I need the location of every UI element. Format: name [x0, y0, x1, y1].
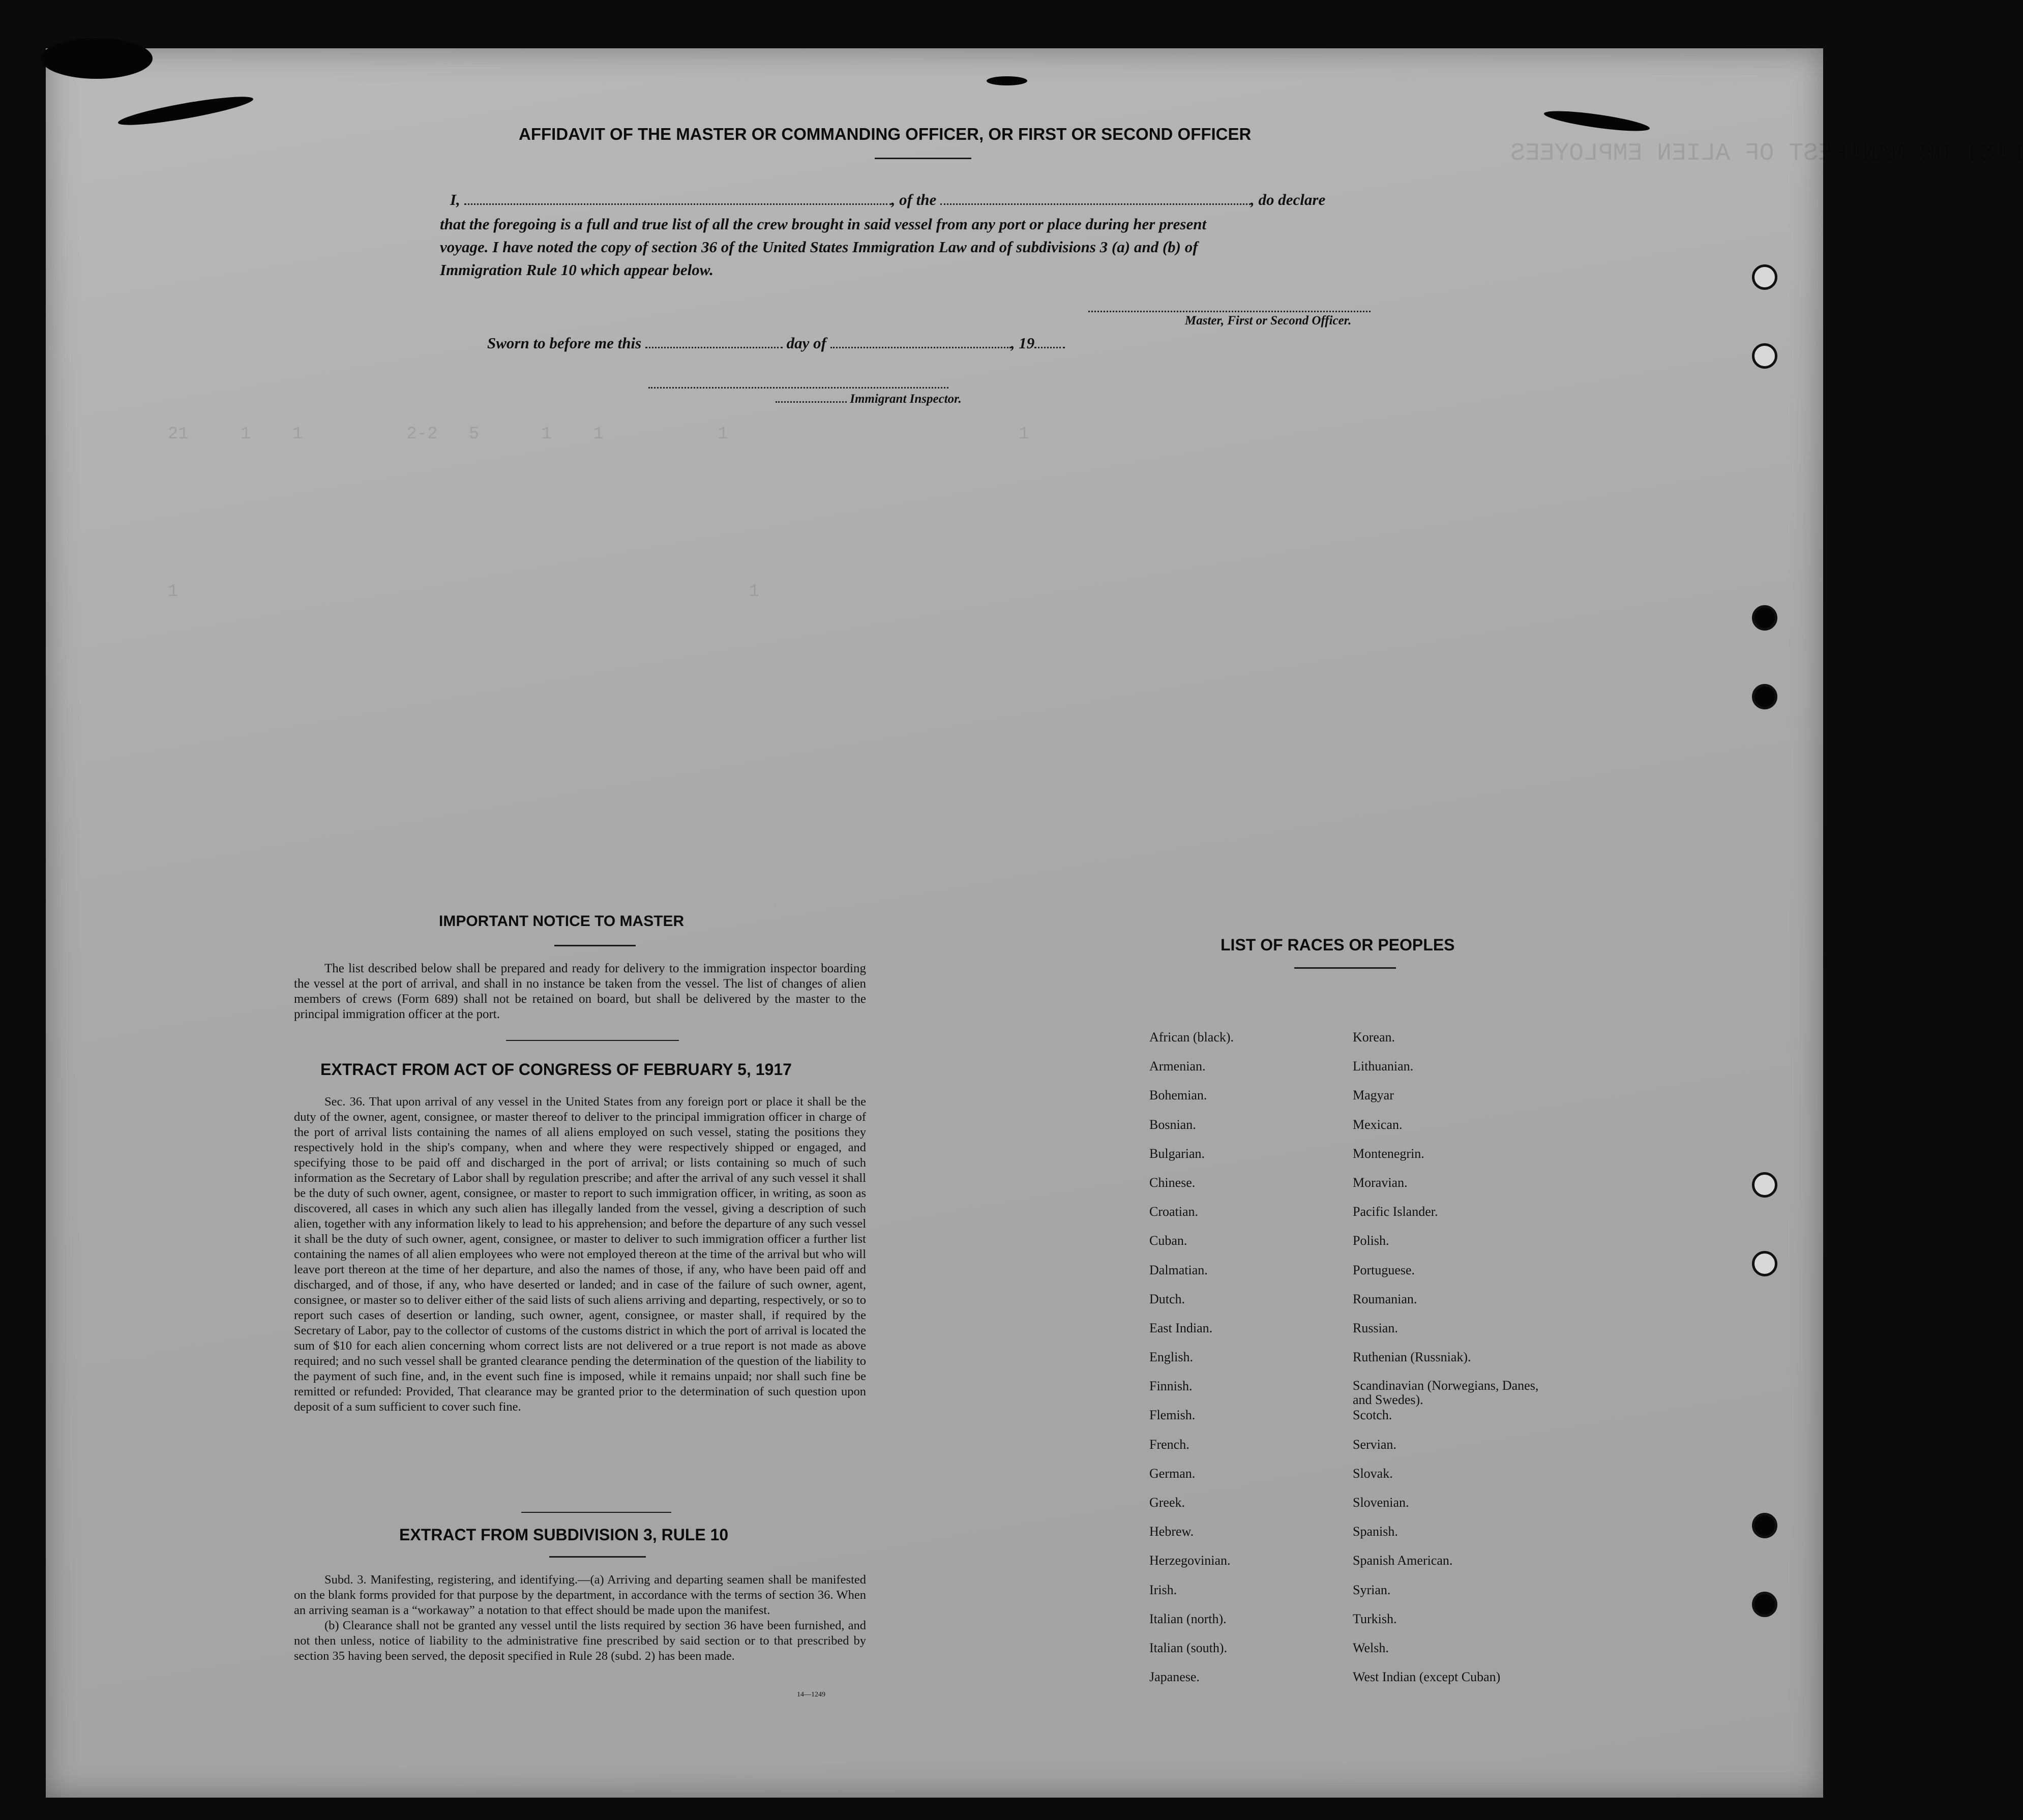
inspector-dots	[776, 398, 847, 403]
race-item: Dalmatian.	[1149, 1262, 1208, 1277]
race-item: Spanish American.	[1353, 1553, 1453, 1568]
race-item: African (black).	[1149, 1030, 1234, 1045]
act-paragraph: Sec. 36. That upon arrival of any vessel in the United States from any foreign port or place it shall be the duty of the owner, agent, consignee, or master thereof to deliver to the principal immigration officer in charge of the port of arrival lists containing the names of all aliens employed on such vessel, stating the positions they respectively hold in the ship's company, when and where they were respectively shipped or engaged, and specifying those to be paid off and discharged in the port of arrival; or lists containing so much of such information as the Secretary of Labor shall by regulation prescribe; and after the arrival of any such vessel it shall be the duty of such owner, agent, consignee, or master to report to such immigration officer, in writing, as soon as discovered, all cases in which any such alien has illegally landed from the vessel, giving a description of such alien, together with any information likely to lead to his apprehension; and before the departure of any such vessel it shall be the duty of such owner, agent, consignee, or master to deliver to such immigration officer a further list containing the names of all alien employees who were not employed thereon at the time of the arrival but who will leave port thereon at the time of her departure, and also the names of those, if any, who have been paid off and discharged, and of those, if any, who have deserted or landed; and in case of the failure of such owner, agent, consignee, or master so to deliver either of the said lists of such aliens arriving and departing, respectively, or so to report such cases of desertion or landing, such owner, agent, consignee, or master shall, if required by the Secretary of Labor, pay to the collector of customs of the customs district in which the port of arrival is located the sum of $10 for each alien concerning whom correct lists are not delivered or a true report is not made as above required; and no such vessel shall be granted clearance pending the determination of the question of the liability to the payment of such fine, and, in the event such fine is imposed, while it remains unpaid; nor shall such fine be remitted or refunded: Provided, That clearance may be granted prior to the determination of such question upon deposit of a sum sufficient to cover such fine.	[294, 1095, 866, 1414]
affidavit-line-2: that the foregoing is a full and true list of all the crew brought in said vessel from any port or place during her present	[440, 215, 1207, 233]
master-signature-label: Master, First or Second Officer.	[1185, 314, 1352, 327]
affidavit-line-1	[450, 191, 1325, 209]
races-rule	[1294, 967, 1396, 969]
race-item: Korean.	[1353, 1030, 1395, 1045]
punch-hole	[1752, 684, 1777, 709]
race-item: French.	[1149, 1437, 1189, 1452]
race-item: Bosnian.	[1149, 1117, 1196, 1132]
race-item: Italian (north).	[1149, 1611, 1227, 1626]
race-item: Montenegrin.	[1353, 1146, 1424, 1161]
affidavit-line-3: voyage. I have noted the copy of section 36 of the United States Immigration Law and of subdivisions 3 (a) and (b) of	[440, 238, 1198, 256]
race-item: Chinese.	[1149, 1175, 1196, 1190]
act-divider	[521, 1512, 671, 1513]
race-item: Lithuanian.	[1353, 1059, 1414, 1074]
races-left-column	[1149, 1030, 1234, 1698]
affidavit-declare: , do declare	[1251, 191, 1326, 208]
title-rule	[875, 158, 971, 159]
race-item: Scandinavian (Norwegians, Danes, and Swedes).	[1353, 1378, 1539, 1408]
race-item: Dutch.	[1149, 1291, 1185, 1306]
race-item: West Indian (except Cuban)	[1353, 1669, 1501, 1685]
race-item: Ruthenian (Russniak).	[1353, 1350, 1471, 1365]
race-item: Finnish.	[1149, 1379, 1193, 1394]
bleed-through-row: 1 1	[168, 582, 759, 602]
race-item: German.	[1149, 1466, 1196, 1481]
race-item: Syrian.	[1353, 1582, 1391, 1597]
race-item: Welsh.	[1353, 1640, 1389, 1655]
race-item: Moravian.	[1353, 1175, 1408, 1190]
race-item: Portuguese.	[1353, 1262, 1415, 1277]
sworn-year-blank[interactable]	[1034, 344, 1065, 348]
form-code: 14—1249	[797, 1691, 825, 1698]
notice-rule	[554, 945, 636, 946]
race-item: Bulgarian.	[1149, 1146, 1205, 1161]
affidavit-of-the: , of the	[891, 191, 937, 208]
race-item: East Indian.	[1149, 1320, 1213, 1335]
rule-paragraph-b: (b) Clearance shall not be granted any vessel until the lists required by section 36 have been furnished, and not then unless, notice of liability to the administrative fine prescribed by said section or to that prescribed by section 35 having been served, the deposit specified in Rule 28 (subd. 2) has been made.	[294, 1619, 866, 1663]
race-item: Hebrew.	[1149, 1524, 1194, 1539]
race-item: Spanish.	[1353, 1524, 1398, 1539]
race-item: Italian (south).	[1149, 1640, 1228, 1655]
rule-paragraph-a: Subd. 3. Manifesting, registering, and identifying.—(a) Arriving and departing seamen shall be manifested on the blank forms provided for that purpose by the department, in accordance with the terms of section 36. When an arriving seaman is a “workaway” a notation to that effect should be made upon the manifest.	[294, 1573, 866, 1617]
race-item: Bohemian.	[1149, 1088, 1207, 1103]
sworn-line	[487, 334, 1065, 352]
race-item: Croatian.	[1149, 1204, 1199, 1219]
vessel-blank[interactable]	[940, 200, 1251, 205]
bleed-through-row: 21 1 1 2-2 5 1 1 1 1	[168, 425, 1029, 444]
affidavit-title: AFFIDAVIT OF THE MASTER OR COMMANDING OFFICER, OR FIRST OR SECOND OFFICER	[519, 125, 1252, 143]
race-item: Servian.	[1353, 1437, 1396, 1452]
inspector-label-text: Immigrant Inspector.	[850, 392, 962, 406]
punch-hole	[1752, 343, 1777, 369]
rule-text	[294, 1572, 866, 1664]
master-signature-blank[interactable]	[1088, 308, 1371, 312]
act-text	[294, 1094, 866, 1415]
affidavit-i: I,	[450, 191, 460, 208]
act-title: EXTRACT FROM ACT OF CONGRESS OF FEBRUARY 5, 1917	[320, 1060, 792, 1079]
notice-title: IMPORTANT NOTICE TO MASTER	[439, 913, 685, 930]
notice-paragraph: The list described below shall be prepared and ready for delivery to the immigration inspector boarding the vessel at the port of arrival, and shall in no instance be taken from the vessel. The list of changes of alien members of crews (Form 689) shall not be retained on board, but shall be delivered by the master to the principal immigration officer at the port.	[294, 962, 866, 1021]
scan-border	[0, 0, 46, 1820]
race-item: English.	[1149, 1350, 1193, 1365]
punch-hole	[1752, 264, 1777, 290]
race-item: Russian.	[1353, 1320, 1398, 1335]
ink-blot	[116, 92, 254, 130]
notice-text	[294, 961, 866, 1022]
sworn-month-blank[interactable]	[830, 344, 1011, 348]
race-item: Japanese.	[1149, 1669, 1200, 1685]
punch-hole	[1752, 1251, 1777, 1276]
sworn-prefix: Sworn to before me this	[487, 334, 642, 352]
manifest-sheet	[46, 48, 2023, 1798]
sworn-year: , 19	[1010, 334, 1035, 352]
race-item: Roumanian.	[1353, 1291, 1417, 1306]
rule-rule	[549, 1556, 646, 1558]
notice-divider	[506, 1040, 679, 1041]
name-blank[interactable]	[464, 200, 891, 205]
race-item: Scotch.	[1353, 1408, 1392, 1423]
race-item: Mexican.	[1353, 1117, 1403, 1132]
ink-blot	[987, 76, 1027, 85]
race-item: Polish.	[1353, 1233, 1389, 1248]
race-item: Turkish.	[1353, 1611, 1397, 1626]
race-item: Pacific Islander.	[1353, 1204, 1438, 1219]
rule-title: EXTRACT FROM SUBDIVISION 3, RULE 10	[399, 1526, 729, 1544]
punch-hole	[1752, 605, 1777, 631]
ink-blot	[1543, 107, 1651, 135]
punch-hole	[1752, 1592, 1777, 1617]
inspector-label	[776, 392, 962, 406]
race-item: Herzegovinian.	[1149, 1553, 1231, 1568]
races-title: LIST OF RACES OR PEOPLES	[1221, 936, 1455, 954]
races-right-column	[1353, 1030, 1546, 1698]
race-item: Irish.	[1149, 1582, 1177, 1597]
race-item: Armenian.	[1149, 1059, 1206, 1074]
ink-blot	[41, 38, 153, 79]
sworn-day-of: day of	[786, 334, 826, 352]
inspector-signature-blank[interactable]	[648, 384, 948, 389]
punch-hole	[1752, 1172, 1777, 1198]
race-item: Slovak.	[1353, 1466, 1393, 1481]
race-item: Cuban.	[1149, 1233, 1187, 1248]
race-item: Slovenian.	[1353, 1495, 1409, 1510]
affidavit-line-4: Immigration Rule 10 which appear below.	[440, 261, 713, 279]
race-item: Flemish.	[1149, 1408, 1196, 1423]
race-item: Magyar	[1353, 1088, 1394, 1103]
race-item: Greek.	[1149, 1495, 1185, 1510]
sworn-day-blank[interactable]	[645, 344, 783, 348]
bleed-through-text: LIST OR MANIFEST OF ALIEN EMPLOYEES	[1510, 140, 2023, 167]
punch-hole	[1752, 1513, 1777, 1538]
